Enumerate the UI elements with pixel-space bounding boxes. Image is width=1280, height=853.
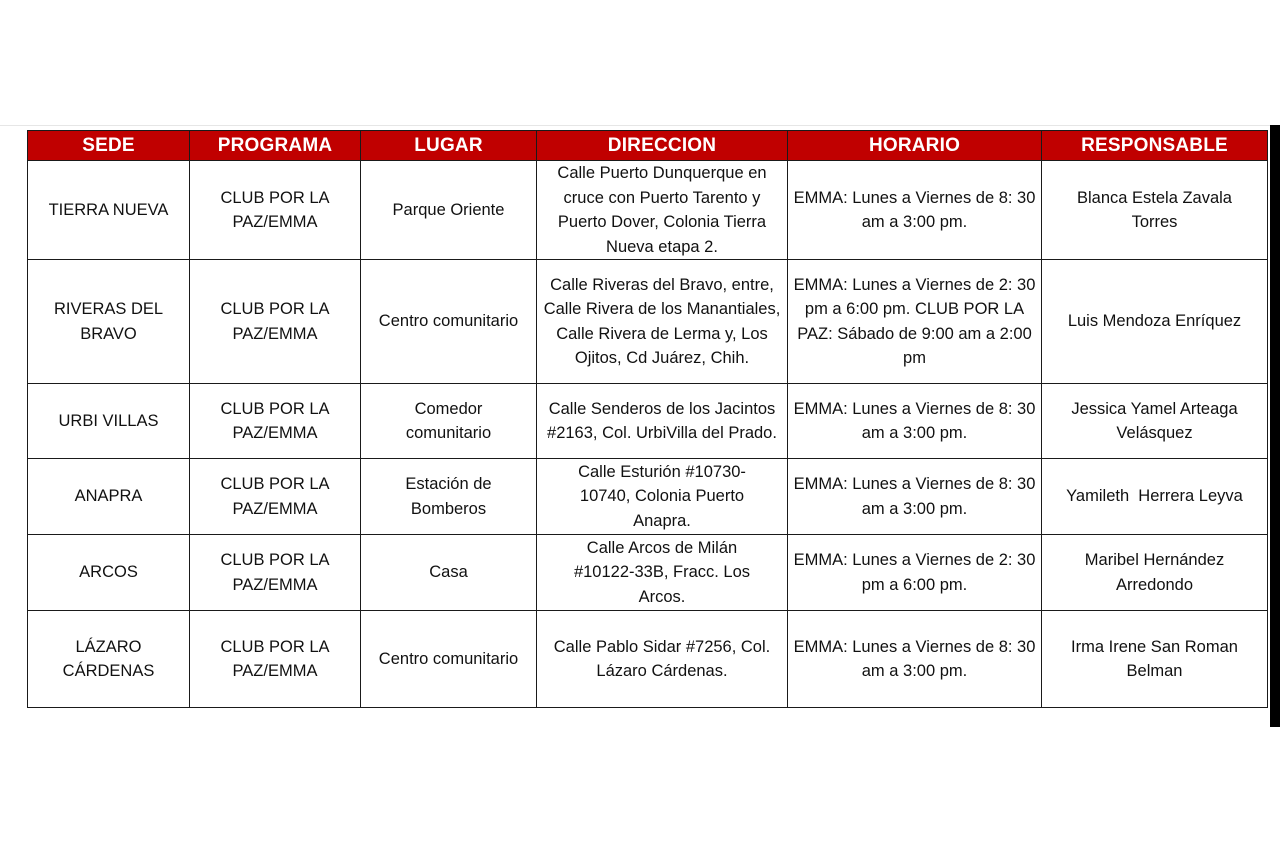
cell-programa: CLUB POR LA PAZ/EMMA bbox=[190, 384, 361, 459]
cell-responsable: Jessica Yamel Arteaga Velásquez bbox=[1042, 384, 1268, 459]
cell-direccion: Calle Riveras del Bravo, entre, Calle Rivera de los Manantiales, Calle Rivera de Lerma y, Los Ojitos, Cd Juárez, Chih. bbox=[537, 260, 788, 384]
cell-lugar: Parque Oriente bbox=[361, 161, 537, 260]
cell-direccion: Calle Senderos de los Jacintos #2163, Col. UrbiVilla del Prado. bbox=[537, 384, 788, 459]
cell-responsable: Yamileth Herrera Leyva bbox=[1042, 459, 1268, 535]
cell-programa: CLUB POR LA PAZ/EMMA bbox=[190, 161, 361, 260]
cell-direccion: Calle Esturión #10730-10740, Colonia Puerto Anapra. bbox=[537, 459, 788, 535]
cell-sede: ARCOS bbox=[28, 535, 190, 611]
header-lugar: LUGAR bbox=[361, 131, 537, 161]
cell-sede: RIVERAS DEL BRAVO bbox=[28, 260, 190, 384]
cell-lugar: Comedor comunitario bbox=[361, 384, 537, 459]
cell-programa: CLUB POR LA PAZ/EMMA bbox=[190, 611, 361, 708]
table-row bbox=[28, 459, 1268, 535]
header-sede: SEDE bbox=[28, 131, 190, 161]
table-row bbox=[28, 384, 1268, 459]
cell-horario: EMMA: Lunes a Viernes de 8: 30 am a 3:00 pm. bbox=[788, 384, 1042, 459]
cell-direccion: Calle Puerto Dunquerque en cruce con Puerto Tarento y Puerto Dover, Colonia Tierra Nueva etapa 2. bbox=[537, 161, 788, 260]
cell-sede: ANAPRA bbox=[28, 459, 190, 535]
header-horario: HORARIO bbox=[788, 131, 1042, 161]
schedule-table bbox=[27, 130, 1268, 708]
page-top-divider bbox=[0, 125, 1270, 126]
cell-responsable: Maribel Hernández Arredondo bbox=[1042, 535, 1268, 611]
cell-sede: TIERRA NUEVA bbox=[28, 161, 190, 260]
right-edge-bar bbox=[1270, 125, 1280, 727]
table-header-row bbox=[28, 131, 1268, 161]
table-row bbox=[28, 535, 1268, 611]
cell-horario: EMMA: Lunes a Viernes de 8: 30 am a 3:00 pm. bbox=[788, 459, 1042, 535]
header-direccion: DIRECCION bbox=[537, 131, 788, 161]
table-row bbox=[28, 611, 1268, 708]
cell-direccion: Calle Arcos de Milán #10122-33B, Fracc. Los Arcos. bbox=[537, 535, 788, 611]
table-row bbox=[28, 260, 1268, 384]
cell-horario: EMMA: Lunes a Viernes de 8: 30 am a 3:00 pm. bbox=[788, 611, 1042, 708]
cell-horario: EMMA: Lunes a Viernes de 8: 30 am a 3:00 pm. bbox=[788, 161, 1042, 260]
header-responsable: RESPONSABLE bbox=[1042, 131, 1268, 161]
table-row bbox=[28, 161, 1268, 260]
cell-programa: CLUB POR LA PAZ/EMMA bbox=[190, 260, 361, 384]
header-programa: PROGRAMA bbox=[190, 131, 361, 161]
cell-horario: EMMA: Lunes a Viernes de 2: 30 pm a 6:00 pm. CLUB POR LA PAZ: Sábado de 9:00 am a 2:00 pm bbox=[788, 260, 1042, 384]
cell-lugar: Centro comunitario bbox=[361, 611, 537, 708]
cell-sede: URBI VILLAS bbox=[28, 384, 190, 459]
cell-lugar: Casa bbox=[361, 535, 537, 611]
cell-programa: CLUB POR LA PAZ/EMMA bbox=[190, 459, 361, 535]
cell-sede: LÁZARO CÁRDENAS bbox=[28, 611, 190, 708]
cell-direccion: Calle Pablo Sidar #7256, Col. Lázaro Cárdenas. bbox=[537, 611, 788, 708]
cell-lugar: Estación de Bomberos bbox=[361, 459, 537, 535]
cell-lugar: Centro comunitario bbox=[361, 260, 537, 384]
cell-responsable: Luis Mendoza Enríquez bbox=[1042, 260, 1268, 384]
cell-programa: CLUB POR LA PAZ/EMMA bbox=[190, 535, 361, 611]
cell-responsable: Blanca Estela Zavala Torres bbox=[1042, 161, 1268, 260]
cell-horario: EMMA: Lunes a Viernes de 2: 30 pm a 6:00 pm. bbox=[788, 535, 1042, 611]
cell-responsable: Irma Irene San Roman Belman bbox=[1042, 611, 1268, 708]
